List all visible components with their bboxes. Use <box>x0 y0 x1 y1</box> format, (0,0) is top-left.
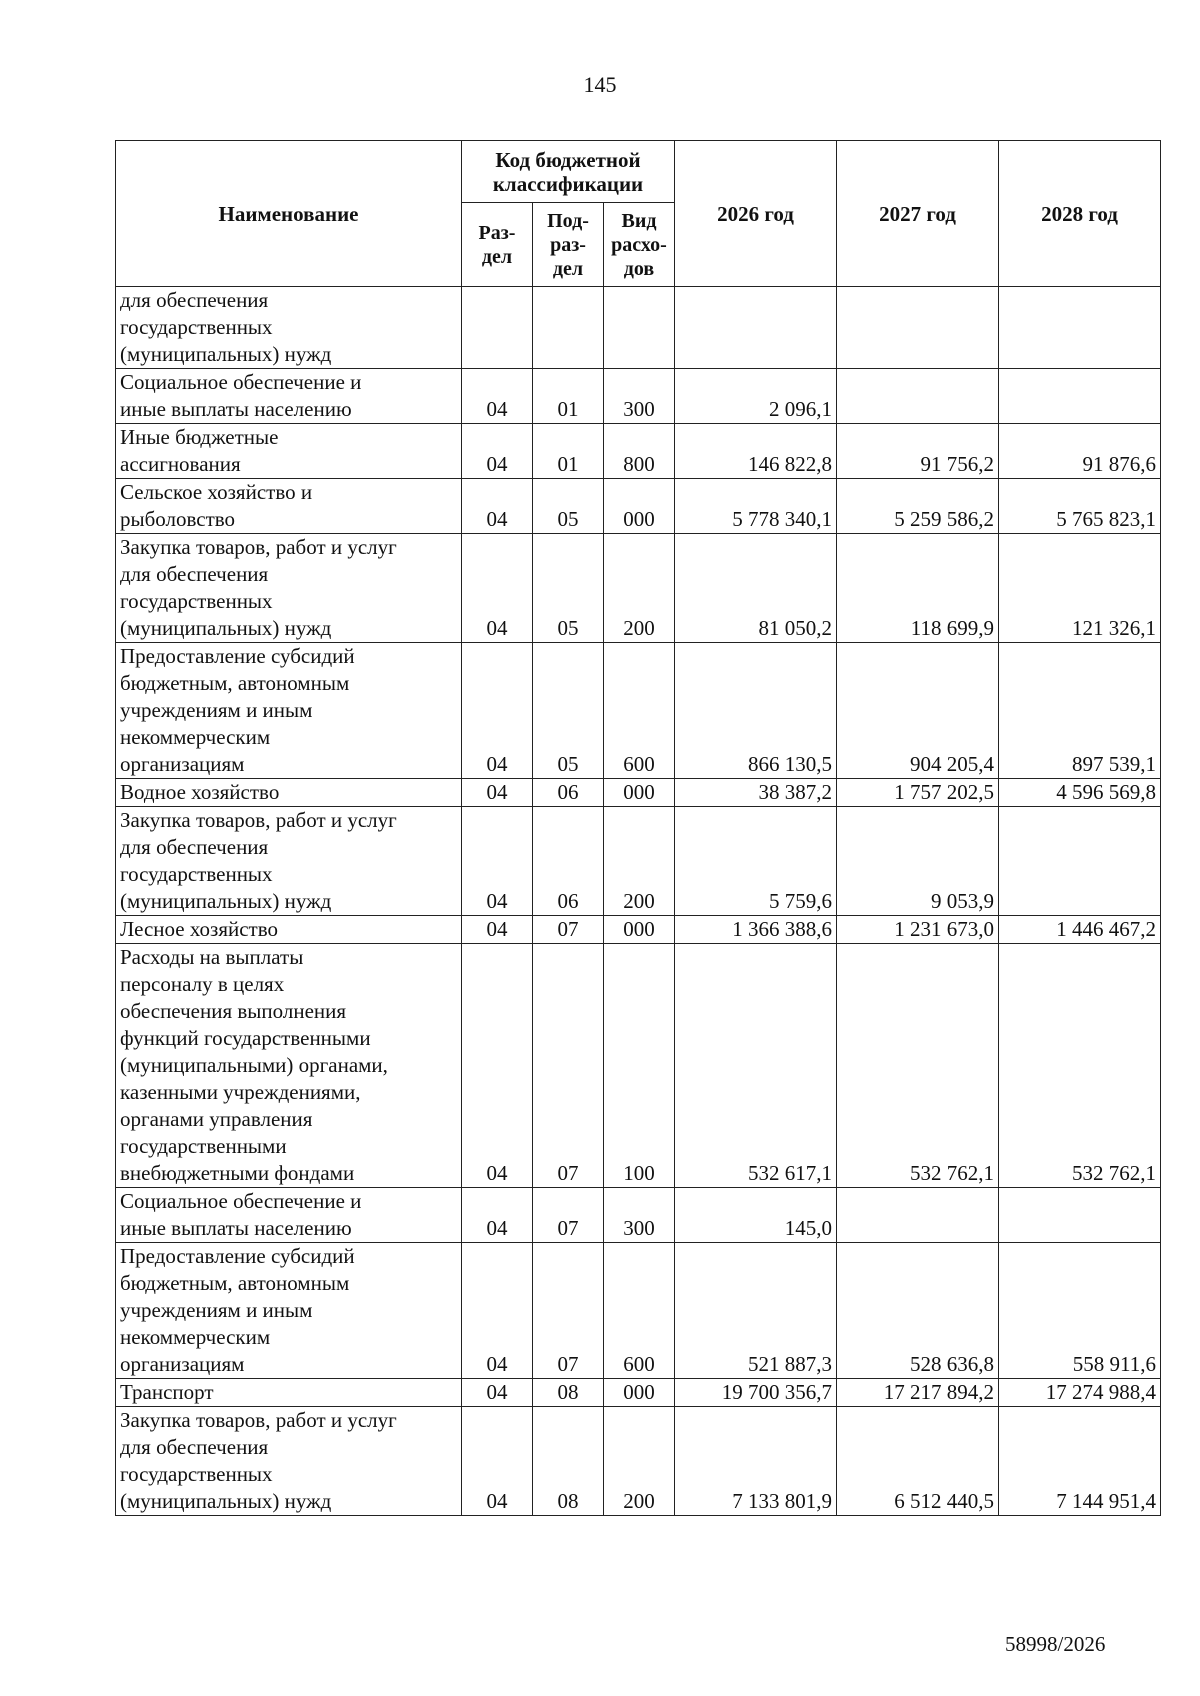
row-value-2028: 91 876,6 <box>999 424 1161 479</box>
table-row <box>116 1407 1161 1516</box>
table-row <box>116 916 1161 944</box>
row-podrazdel: 01 <box>533 424 604 479</box>
row-vid: 300 <box>604 1188 675 1243</box>
row-podrazdel: 08 <box>533 1407 604 1516</box>
row-value-2026: 5 778 340,1 <box>675 479 837 534</box>
row-vid: 000 <box>604 1379 675 1407</box>
row-value-2027: 118 699,9 <box>837 534 999 643</box>
row-value-2026: 5 759,6 <box>675 807 837 916</box>
row-razdel: 04 <box>462 424 533 479</box>
table-body <box>116 287 1161 1516</box>
header-2028: 2028 год <box>999 141 1161 287</box>
row-value-2027: 1 757 202,5 <box>837 779 999 807</box>
row-vid: 600 <box>604 1243 675 1379</box>
row-vid: 300 <box>604 369 675 424</box>
row-podrazdel: 06 <box>533 807 604 916</box>
row-value-2026 <box>675 287 837 369</box>
row-name <box>116 534 462 643</box>
row-value-2027: 1 231 673,0 <box>837 916 999 944</box>
header-2026: 2026 год <box>675 141 837 287</box>
row-podrazdel: 08 <box>533 1379 604 1407</box>
table-row <box>116 1243 1161 1379</box>
document-id: 58998/2026 <box>1005 1632 1106 1656</box>
row-name-text: Транспорт <box>120 1380 214 1404</box>
row-value-2026: 81 050,2 <box>675 534 837 643</box>
row-vid: 200 <box>604 534 675 643</box>
row-value-2028 <box>999 287 1161 369</box>
row-name <box>116 916 462 944</box>
row-value-2026: 19 700 356,7 <box>675 1379 837 1407</box>
row-podrazdel: 07 <box>533 1243 604 1379</box>
row-name-text: Закупка товаров, работ и услуг для обеспечения государственных (муниципальных) нужд <box>120 535 397 640</box>
row-name-text: Социальное обеспечение и иные выплаты населению <box>120 1189 362 1240</box>
row-razdel: 04 <box>462 944 533 1188</box>
row-value-2028 <box>999 1188 1161 1243</box>
row-vid: 600 <box>604 643 675 779</box>
row-name <box>116 643 462 779</box>
row-vid: 200 <box>604 1407 675 1516</box>
budget-table <box>115 140 1161 1516</box>
row-value-2028: 558 911,6 <box>999 1243 1161 1379</box>
row-vid: 100 <box>604 944 675 1188</box>
table-row <box>116 424 1161 479</box>
row-value-2028: 4 596 569,8 <box>999 779 1161 807</box>
row-vid <box>604 287 675 369</box>
row-vid: 000 <box>604 479 675 534</box>
row-value-2027: 9 053,9 <box>837 807 999 916</box>
page-number: 145 <box>583 72 617 97</box>
row-value-2028: 5 765 823,1 <box>999 479 1161 534</box>
header-name: Наименование <box>116 141 462 287</box>
row-razdel: 04 <box>462 643 533 779</box>
row-podrazdel: 01 <box>533 369 604 424</box>
table-row <box>116 369 1161 424</box>
row-value-2028: 532 762,1 <box>999 944 1161 1188</box>
row-podrazdel: 07 <box>533 944 604 1188</box>
row-value-2027 <box>837 287 999 369</box>
row-name <box>116 424 462 479</box>
row-value-2026: 521 887,3 <box>675 1243 837 1379</box>
row-name-text: Предоставление субсидий бюджетным, автономным учреждениям и иным некоммерческим организациям <box>120 1244 355 1376</box>
row-name-text: Расходы на выплаты персоналу в целях обеспечения выполнения функций государственными (муниципальными) органами, казенными учреждениями, органами управления государственными внебюджетными фондами <box>120 945 388 1185</box>
row-vid: 000 <box>604 916 675 944</box>
row-value-2028: 7 144 951,4 <box>999 1407 1161 1516</box>
row-razdel <box>462 287 533 369</box>
row-podrazdel: 05 <box>533 479 604 534</box>
row-name-text: Водное хозяйство <box>120 780 280 804</box>
row-podrazdel: 06 <box>533 779 604 807</box>
row-razdel: 04 <box>462 1407 533 1516</box>
row-value-2026: 866 130,5 <box>675 643 837 779</box>
table-row <box>116 1188 1161 1243</box>
row-name-text: Предоставление субсидий бюджетным, автономным учреждениям и иным некоммерческим организациям <box>120 644 355 776</box>
row-value-2027: 91 756,2 <box>837 424 999 479</box>
table-row <box>116 779 1161 807</box>
row-name-text: для обеспечения государственных (муниципальных) нужд <box>120 288 332 366</box>
row-value-2027 <box>837 369 999 424</box>
row-name-text: Закупка товаров, работ и услуг для обеспечения государственных (муниципальных) нужд <box>120 808 397 913</box>
table-row <box>116 534 1161 643</box>
row-value-2026: 532 617,1 <box>675 944 837 1188</box>
header-code-group: Код бюджетной классификации <box>462 141 675 203</box>
row-razdel: 04 <box>462 1379 533 1407</box>
row-name <box>116 479 462 534</box>
row-value-2028 <box>999 807 1161 916</box>
row-razdel: 04 <box>462 807 533 916</box>
row-podrazdel: 07 <box>533 916 604 944</box>
row-value-2028: 897 539,1 <box>999 643 1161 779</box>
row-name <box>116 287 462 369</box>
row-value-2027: 6 512 440,5 <box>837 1407 999 1516</box>
table-row <box>116 1379 1161 1407</box>
row-value-2028 <box>999 369 1161 424</box>
row-value-2027: 5 259 586,2 <box>837 479 999 534</box>
row-value-2028: 121 326,1 <box>999 534 1161 643</box>
row-name-text: Закупка товаров, работ и услуг для обеспечения государственных (муниципальных) нужд <box>120 1408 397 1513</box>
row-name <box>116 369 462 424</box>
row-name-text: Сельское хозяйство и рыболовство <box>120 480 313 531</box>
table-row <box>116 944 1161 1188</box>
row-name <box>116 807 462 916</box>
row-name <box>116 779 462 807</box>
row-value-2026: 38 387,2 <box>675 779 837 807</box>
row-podrazdel: 07 <box>533 1188 604 1243</box>
table-row <box>116 807 1161 916</box>
row-value-2027: 532 762,1 <box>837 944 999 1188</box>
row-razdel: 04 <box>462 1188 533 1243</box>
row-value-2026: 146 822,8 <box>675 424 837 479</box>
row-value-2027: 904 205,4 <box>837 643 999 779</box>
table-row <box>116 643 1161 779</box>
row-podrazdel: 05 <box>533 534 604 643</box>
row-value-2027 <box>837 1188 999 1243</box>
header-podrazdel: Под- раз- дел <box>533 203 604 287</box>
row-value-2026: 2 096,1 <box>675 369 837 424</box>
row-name <box>116 944 462 1188</box>
row-value-2026: 1 366 388,6 <box>675 916 837 944</box>
row-podrazdel <box>533 287 604 369</box>
row-vid: 200 <box>604 807 675 916</box>
row-name-text: Социальное обеспечение и иные выплаты населению <box>120 370 362 421</box>
table-row <box>116 287 1161 369</box>
row-value-2026: 7 133 801,9 <box>675 1407 837 1516</box>
row-name <box>116 1188 462 1243</box>
row-value-2028: 17 274 988,4 <box>999 1379 1161 1407</box>
row-name <box>116 1407 462 1516</box>
header-2027: 2027 год <box>837 141 999 287</box>
header-razdel: Раз- дел <box>462 203 533 287</box>
row-vid: 800 <box>604 424 675 479</box>
table-row <box>116 479 1161 534</box>
header-vid: Вид расхо- дов <box>604 203 675 287</box>
row-podrazdel: 05 <box>533 643 604 779</box>
row-value-2027: 528 636,8 <box>837 1243 999 1379</box>
row-value-2026: 145,0 <box>675 1188 837 1243</box>
row-razdel: 04 <box>462 916 533 944</box>
row-name <box>116 1379 462 1407</box>
row-name <box>116 1243 462 1379</box>
row-razdel: 04 <box>462 1243 533 1379</box>
row-name-text: Иные бюджетные ассигнования <box>120 425 279 476</box>
row-vid: 000 <box>604 779 675 807</box>
row-value-2027: 17 217 894,2 <box>837 1379 999 1407</box>
row-razdel: 04 <box>462 779 533 807</box>
row-razdel: 04 <box>462 534 533 643</box>
row-razdel: 04 <box>462 479 533 534</box>
row-razdel: 04 <box>462 369 533 424</box>
row-name-text: Лесное хозяйство <box>120 917 278 941</box>
row-value-2028: 1 446 467,2 <box>999 916 1161 944</box>
